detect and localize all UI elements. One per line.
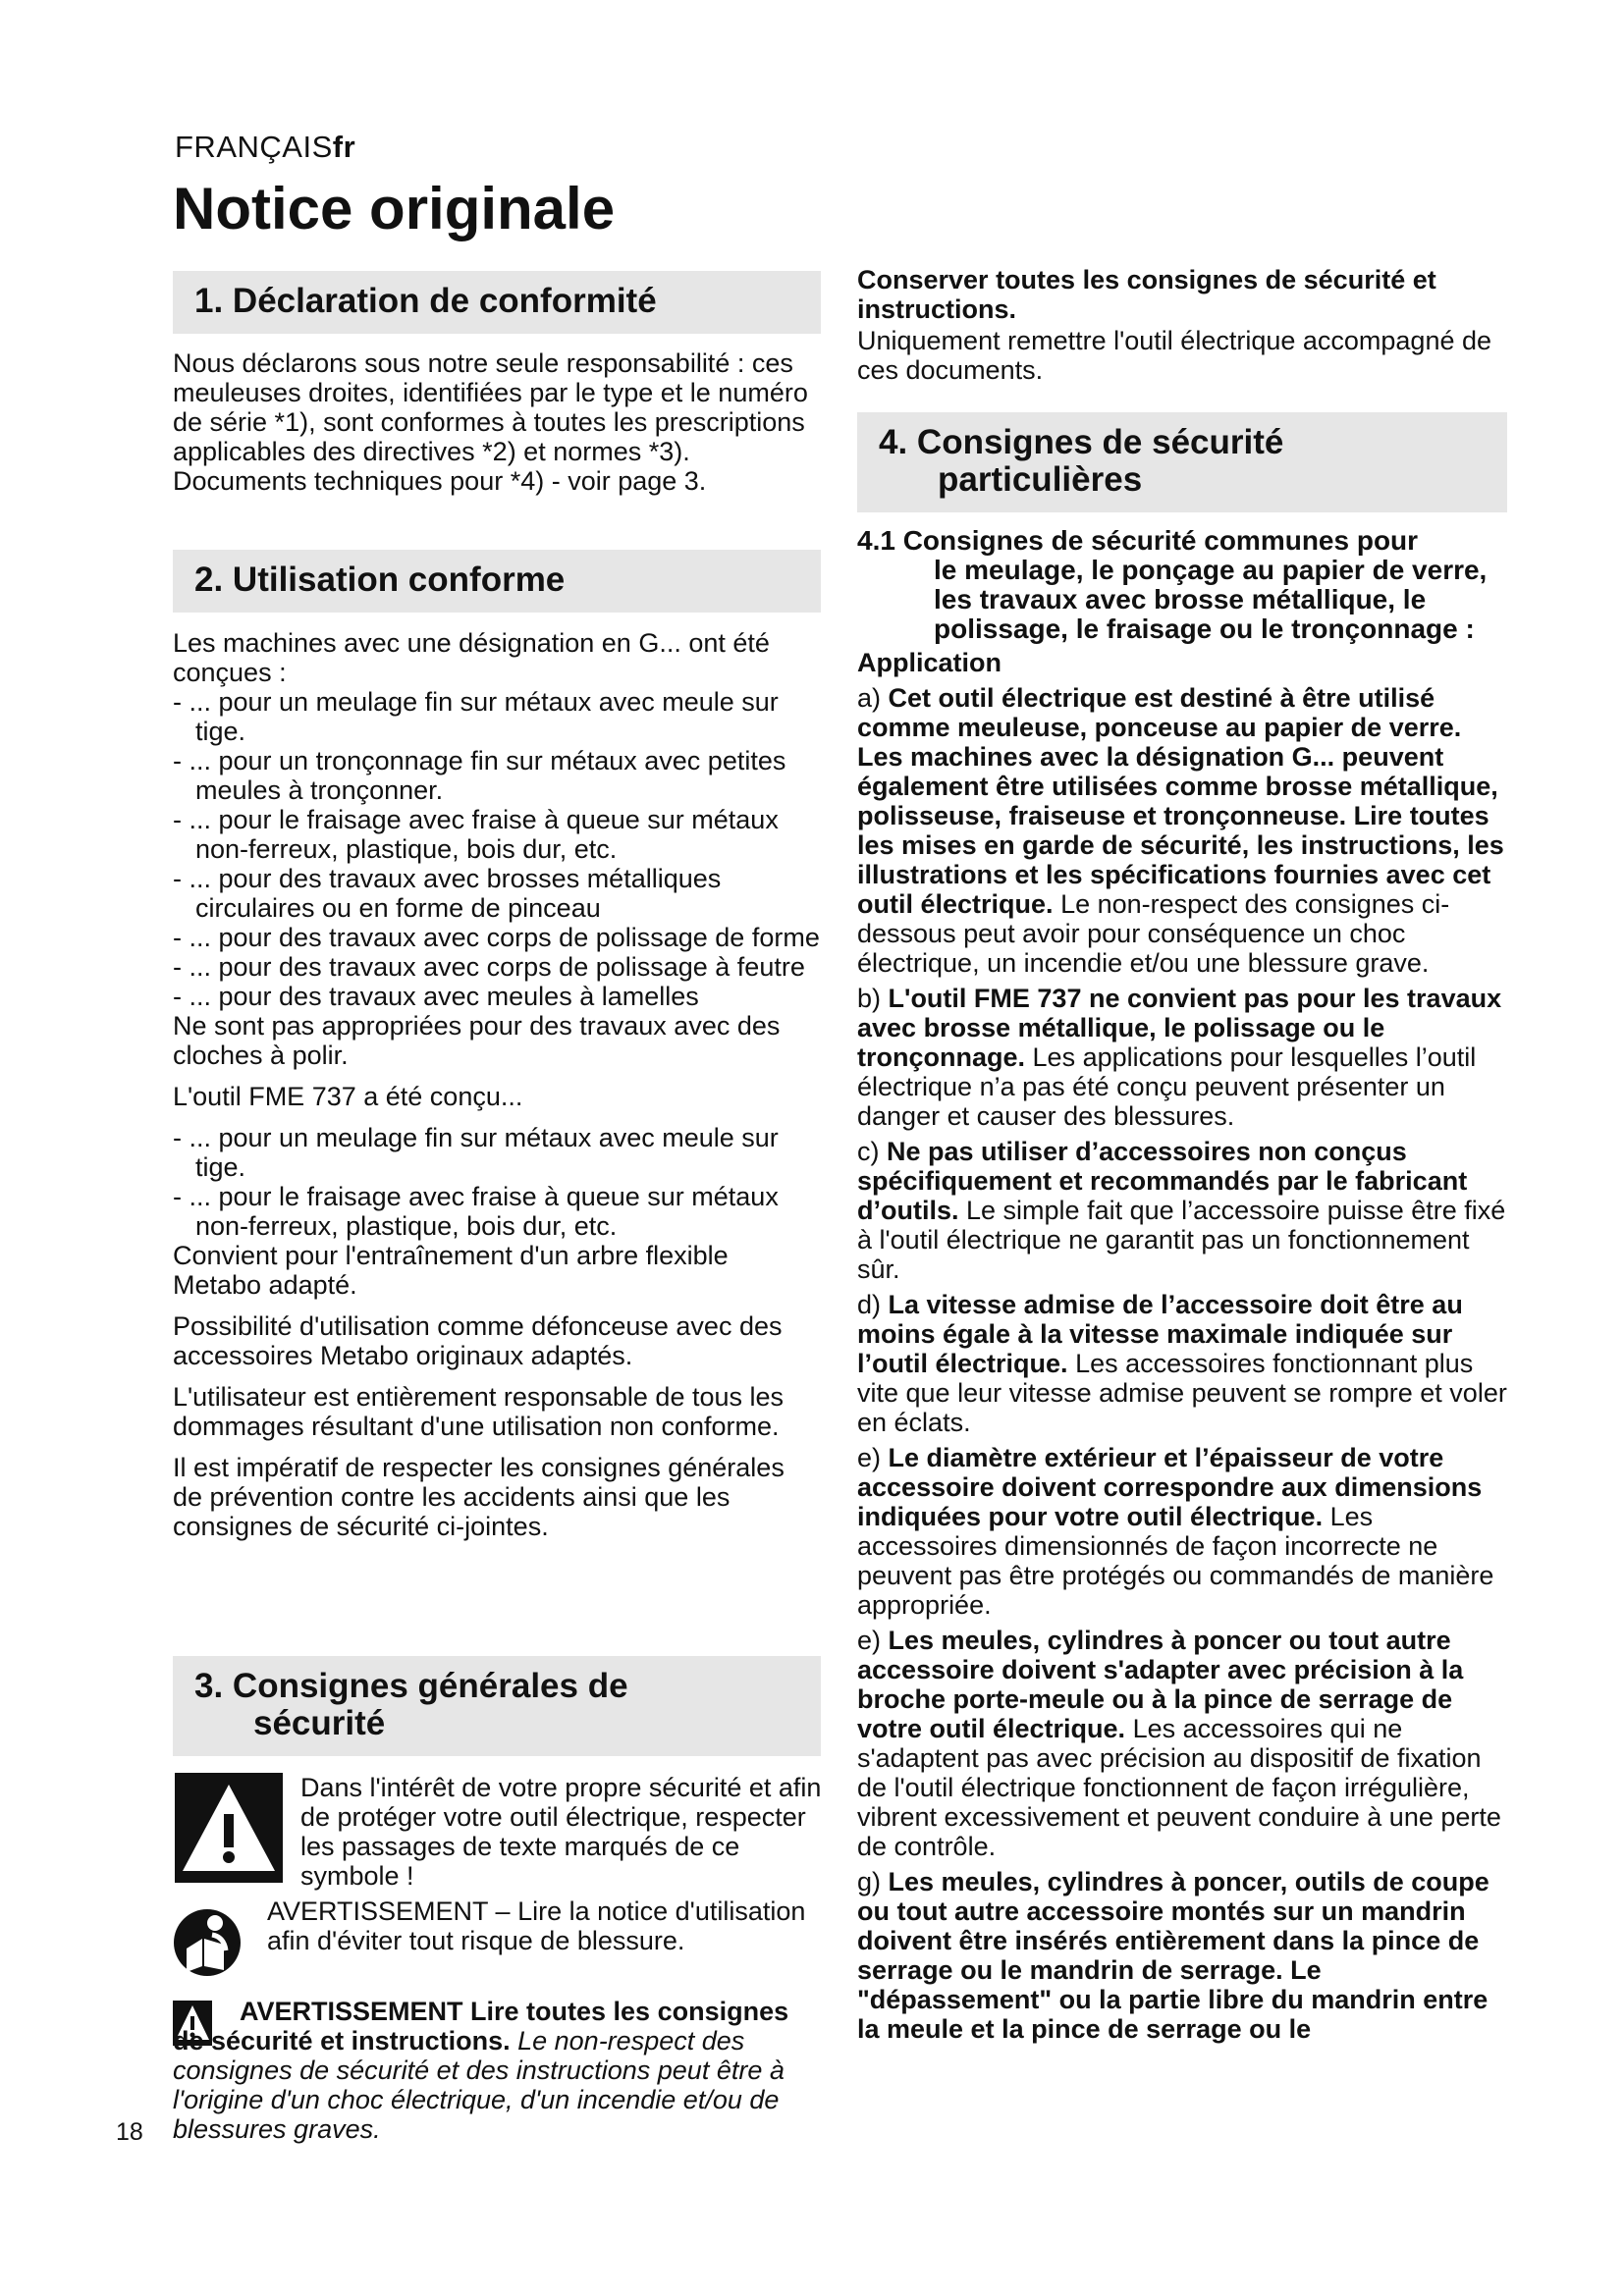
- list-item: - ... pour des travaux avec corps de polissage de forme: [173, 923, 820, 952]
- item-text: Les accessoires dimensionnés de façon incorrecte ne peuvent pas être protégés ou commandés de manière appropriée.: [857, 1502, 1494, 1620]
- item-letter: b): [857, 984, 882, 1013]
- keep-instructions-bold: Conserver toutes les consignes de sécurité et instructions.: [857, 265, 1436, 324]
- section-2-heading: 2. Utilisation conforme: [173, 550, 821, 613]
- section-2-body: [173, 628, 821, 1541]
- item-text: Le simple fait que l’accessoire puisse être fixé à l'outil électrique ne garantit pas un fonctionnement sûr.: [857, 1196, 1506, 1284]
- item-text: Le non-respect des consignes ci-dessous peut avoir pour conséquence un choc électrique, un incendie et/ou une blessure grave.: [857, 889, 1450, 978]
- subsection-4-1-heading: [857, 526, 1507, 644]
- responsibility-text: L'utilisateur est entièrement responsable de tous les dommages résultant d'une utilisation non conforme.: [173, 1382, 785, 1441]
- router-text: Possibilité d'utilisation comme défonceuse avec des accessoires Metabo originaux adaptés.: [173, 1311, 783, 1370]
- item-bold-text: Ne pas utiliser d’accessoires non conçus spécifiquement et recommandés par le fabricant d’outils.: [857, 1137, 1468, 1225]
- general-warning-bold: AVERTISSEMENT Lire toutes les consignes de sécurité et instructions.: [173, 1997, 789, 2056]
- item-bold-text: La vitesse admise de l’accessoire doit être au moins égale à la vitesse maximale indiquée sur l’outil électrique.: [857, 1290, 1463, 1378]
- safety-item-g: [857, 1867, 1507, 2044]
- imperative-text: Il est impératif de respecter les consignes générales de prévention contre les accidents ainsi que les consignes de sécurité ci-jointes.: [173, 1453, 785, 1541]
- item-bold-text: Cet outil électrique est destiné à être utilisé comme meuleuse, ponceuse au papier de verre. Les machines avec la désignation G... peuvent également être utilisées comme brosse métallique, polisseuse, fraiseuse et tronçonneuse. Lire toutes les mises en garde de sécurité, les instructions, les illustrations et les spécifications fournies avec cet outil électrique.: [857, 683, 1504, 919]
- item-text: Les accessoires qui ne s'adaptent pas avec précision au dispositif de fixation de l'outil électrique fonctionnent de façon irrégulière, vibrent excessivement et peuvent conduire à une perte de contrôle.: [857, 1714, 1501, 1861]
- application-heading: Application: [857, 648, 1001, 677]
- item-bold-text: Le diamètre extérieur et l’épaisseur de votre accessoire doivent correspondre aux dimensions indiquées pour votre outil électrique.: [857, 1443, 1483, 1531]
- fme-intro: L'outil FME 737 a été conçu...: [173, 1082, 523, 1111]
- item-letter: g): [857, 1867, 882, 1896]
- section-3-heading-line2: sécurité: [253, 1704, 386, 1742]
- section-1-heading: 1. Déclaration de conformité: [173, 271, 821, 334]
- safety-item-a: [857, 683, 1507, 978]
- safety-item-d: [857, 1290, 1507, 1437]
- page-title: Notice originale: [173, 176, 616, 241]
- flex-shaft-text: Convient pour l'entraînement d'un arbre flexible Metabo adapté.: [173, 1241, 729, 1300]
- subsection-4-1-rest: le meulage, le ponçage au papier de verre, les travaux avec brosse métallique, le polissage, le fraisage ou le tronçonnage :: [934, 555, 1488, 644]
- safety-item-e: [857, 1443, 1507, 1620]
- language-code: fr: [332, 130, 356, 164]
- list-item: - ... pour le fraisage avec fraise à queue sur métaux non-ferreux, plastique, bois dur, etc.: [173, 1182, 779, 1241]
- item-letter: c): [857, 1137, 880, 1166]
- general-warning-italic: Le non-respect des consignes de sécurité et des instructions peut être à l'origine d'un choc électrique, d'un incendie et/ou de blessures graves.: [173, 2026, 785, 2144]
- not-suitable-text: Ne sont pas appropriées pour des travaux avec des cloches à polir.: [173, 1011, 781, 1070]
- section-2-intro: Les machines avec une désignation en G... ont été conçues :: [173, 628, 770, 687]
- language-name: FRANÇAIS: [175, 130, 333, 164]
- section-3-heading: [173, 1656, 821, 1756]
- item-text: Les applications pour lesquelles l’outil électrique n’a pas été conçu peuvent présenter un danger et causer des blessures.: [857, 1042, 1477, 1131]
- item-text: Les accessoires fonctionnant plus vite que leur vitesse admise peuvent se rompre et voler en éclats.: [857, 1349, 1507, 1437]
- list-item: - ... pour un tronçonnage fin sur métaux avec petites meules à tronçonner.: [173, 746, 786, 805]
- section-4-heading-line2: particulières: [938, 460, 1143, 499]
- item-letter: e): [857, 1443, 882, 1472]
- general-warning-paragraph: [173, 1997, 821, 2144]
- list-item: - ... pour des travaux avec corps de polissage à feutre: [173, 952, 805, 982]
- keep-instructions-text: Uniquement remettre l'outil électrique accompagné de ces documents.: [857, 326, 1492, 385]
- list-item: - ... pour des travaux avec meules à lamelles: [173, 982, 699, 1011]
- item-bold-text: Les meules, cylindres à poncer, outils de coupe ou tout autre accessoire montés sur un mandrin doivent être insérés entièrement dans la pince de serrage ou le mandrin de serrage. Le "dépassement" ou la partie libre du mandrin entre la meule et la pince de serrage ou le: [857, 1867, 1489, 2044]
- language-label: [175, 130, 355, 165]
- safety-item-c: [857, 1137, 1507, 1284]
- warning-triangle-icon: [175, 1773, 283, 1883]
- page-number: 18: [116, 2118, 143, 2146]
- list-item: - ... pour des travaux avec brosses métalliques circulaires ou en forme de pinceau: [173, 864, 722, 923]
- read-manual-icon: [173, 1899, 242, 1986]
- item-bold-text: Les meules, cylindres à poncer ou tout autre accessoire doivent s'adapter avec précision à la broche porte-meule ou à la pince de serrage de votre outil électrique.: [857, 1626, 1464, 1743]
- list-item: - ... pour un meulage fin sur métaux avec meule sur tige.: [173, 687, 779, 746]
- section-4-heading-line1: 4. Consignes de sécurité: [879, 423, 1284, 461]
- section-3-heading-line1: 3. Consignes générales de: [194, 1667, 628, 1705]
- safety-item-e2: [857, 1626, 1507, 1861]
- subsection-4-1-line1: 4.1 Consignes de sécurité communes pour: [857, 525, 1419, 556]
- section-4-heading: [857, 412, 1507, 512]
- section-1-text: Nous déclarons sous notre seule responsabilité : ces meuleuses droites, identifiées par le type et le numéro de série *1), sont conformes à toutes les prescriptions applicables des directives *2) et normes *3). Documents techniques pour *4) - voir page 3.: [173, 348, 808, 496]
- safety-item-b: [857, 984, 1507, 1131]
- list-item: - ... pour le fraisage avec fraise à queue sur métaux non-ferreux, plastique, bois dur, etc.: [173, 805, 779, 864]
- item-bold-text: L'outil FME 737 ne convient pas pour les travaux avec brosse métallique, le polissage ou le tronçonnage.: [857, 984, 1502, 1072]
- read-manual-text: AVERTISSEMENT – Lire la notice d'utilisation afin d'éviter tout risque de blessure.: [267, 1896, 806, 1955]
- item-letter: a): [857, 683, 882, 713]
- item-letter: d): [857, 1290, 882, 1319]
- item-letter: e): [857, 1626, 882, 1655]
- right-column-body: [857, 526, 1507, 2044]
- list-item: - ... pour un meulage fin sur métaux avec meule sur tige.: [173, 1123, 779, 1182]
- symbol-explanation-text: Dans l'intérêt de votre propre sécurité et afin de protéger votre outil électrique, respecter les passages de texte marqués de ce symbole !: [300, 1773, 822, 1891]
